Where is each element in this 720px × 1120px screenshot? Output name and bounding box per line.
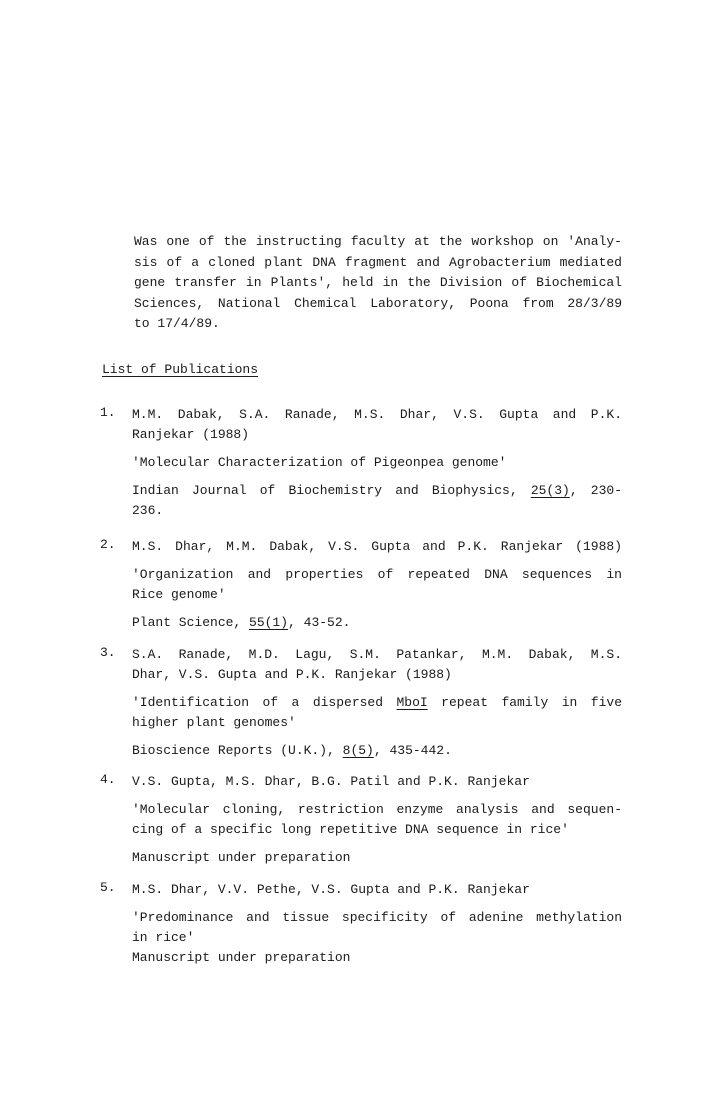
publication-title: 'Predominance and tissue specificity of adenine methylation [132, 910, 622, 925]
publication-authors: S.A. Ranade, M.D. Lagu, S.M. Patankar, M.M. Dabak, M.S. [132, 647, 622, 662]
publication-authors: M.S. Dhar, M.M. Dabak, V.S. Gupta and P.K. Ranjekar (1988) [132, 539, 622, 554]
publication-authors: M.M. Dabak, S.A. Ranade, M.S. Dhar, V.S. Gupta and P.K. [132, 407, 622, 422]
paragraph-line: Sciences, National Chemical Laboratory, Poona from 28/3/89 [134, 295, 622, 311]
publication-status: Manuscript under preparation [132, 950, 351, 965]
publication-number: 5. [100, 880, 116, 895]
volume-issue: 55(1) [249, 615, 289, 630]
publication-title: 'Organization and properties of repeated DNA sequences in [132, 567, 622, 582]
publication-item [100, 880, 622, 968]
paragraph-line: sis of a cloned plant DNA fragment and Agrobacterium mediated [134, 254, 622, 270]
publication-item [100, 537, 622, 633]
publication-number: 1. [100, 405, 116, 420]
publication-status: Manuscript under preparation [132, 850, 351, 865]
publication-title: in rice' [132, 930, 195, 945]
volume-issue: 25(3) [530, 483, 570, 498]
publication-journal: Indian Journal of Biochemistry and Biophysics, 25(3), 230- [132, 483, 622, 498]
publication-number: 4. [100, 772, 116, 787]
publication-journal: Plant Science, 55(1), 43-52. [132, 615, 351, 630]
publication-title: 'Molecular cloning, restriction enzyme analysis and sequen- [132, 802, 622, 817]
publication-authors: Ranjekar (1988) [132, 427, 250, 442]
workshop-paragraph [134, 232, 622, 335]
publication-title: cing of a specific long repetitive DNA sequence in rice' [132, 822, 569, 837]
publication-item [100, 645, 622, 761]
paragraph-line: Was one of the instructing faculty at the workshop on 'Analy- [134, 234, 622, 249]
publication-item [100, 405, 622, 521]
gene-name: MboI [396, 695, 428, 710]
publication-title: higher plant genomes' [132, 715, 296, 730]
publication-number: 2. [100, 537, 116, 552]
section-heading: List of Publications [102, 362, 259, 377]
paragraph-line: to 17/4/89. [134, 316, 220, 331]
publication-title: Rice genome' [132, 587, 226, 602]
publication-authors: Dhar, V.S. Gupta and P.K. Ranjekar (1988) [132, 667, 452, 682]
publication-title: 'Molecular Characterization of Pigeonpea genome' [132, 455, 507, 470]
volume-issue: 8(5) [342, 743, 374, 758]
publication-number: 3. [100, 645, 116, 660]
publication-title: 'Identification of a dispersed MboI repeat family in five [132, 695, 622, 710]
publication-item [100, 772, 622, 868]
publication-journal: 236. [132, 503, 164, 518]
publication-journal: Bioscience Reports (U.K.), 8(5), 435-442. [132, 743, 452, 758]
paragraph-line: gene transfer in Plants', held in the Division of Biochemical [134, 275, 622, 290]
publication-authors: M.S. Dhar, V.V. Pethe, V.S. Gupta and P.K. Ranjekar [132, 882, 530, 897]
publication-authors: V.S. Gupta, M.S. Dhar, B.G. Patil and P.K. Ranjekar [132, 774, 530, 789]
